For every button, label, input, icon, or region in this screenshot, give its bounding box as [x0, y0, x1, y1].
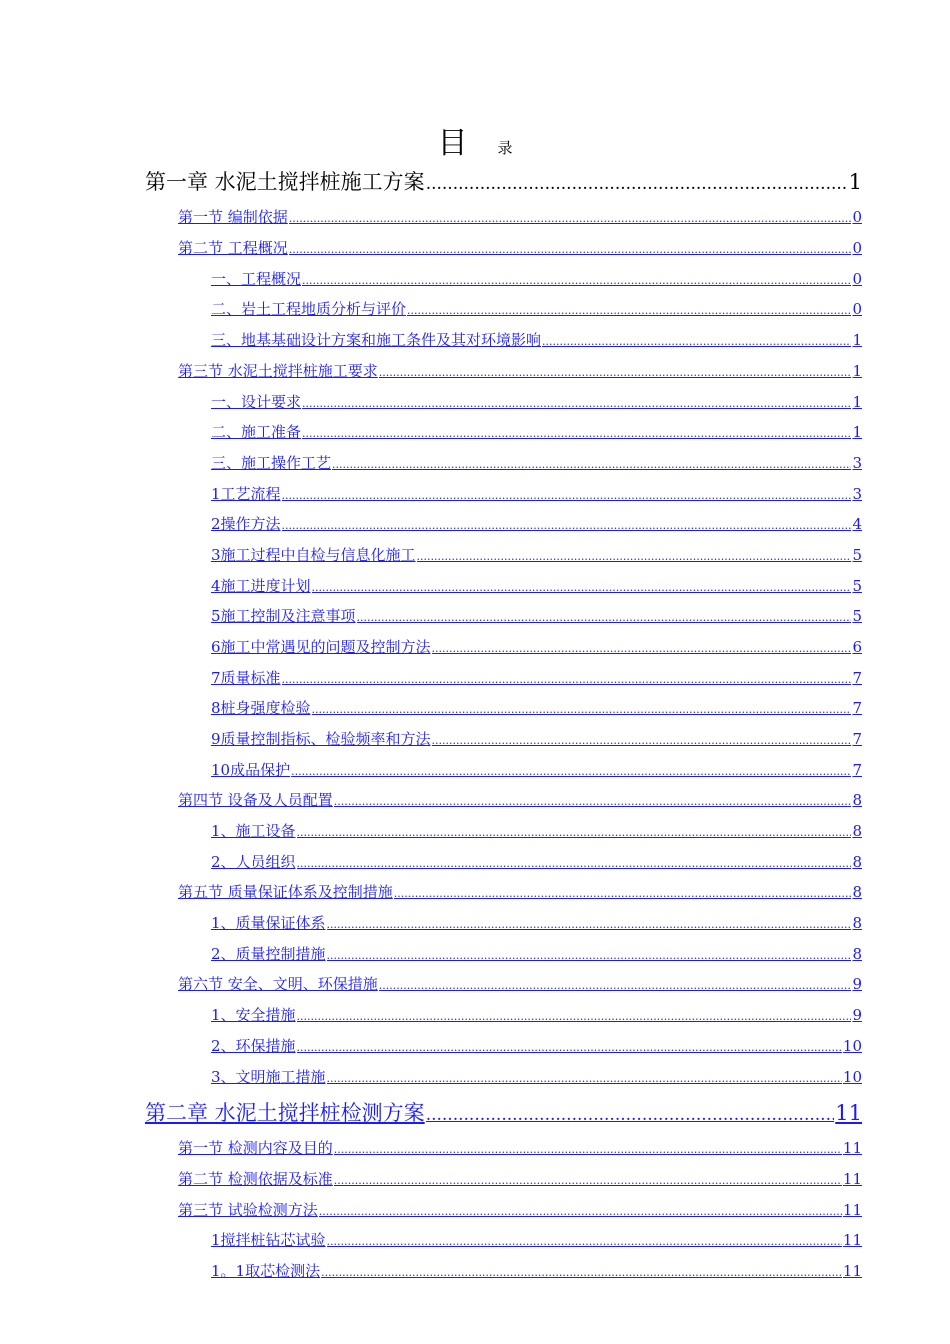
toc-leader — [321, 1266, 842, 1279]
toc-entry-section[interactable] — [178, 881, 862, 902]
toc-entry-page: 0 — [852, 270, 862, 288]
toc-entry-label: 1工艺流程 — [211, 485, 281, 503]
toc-entry-subsection[interactable] — [211, 759, 862, 780]
toc-leader — [327, 1072, 842, 1085]
toc-entry-page: 6 — [852, 638, 862, 656]
toc-leader — [297, 826, 852, 839]
toc-entry-subsection[interactable] — [211, 483, 862, 504]
toc-entry-subsection[interactable] — [211, 1229, 862, 1250]
toc-entry-label: 第一节 检测内容及目的 — [178, 1139, 333, 1157]
toc-entry-label: 第一节 编制依据 — [178, 208, 288, 226]
toc-entry-label: 第一章 水泥土搅拌桩施工方案 — [145, 170, 425, 194]
toc-entry-page: 11 — [842, 1201, 862, 1219]
toc-entry-page: 8 — [852, 914, 862, 932]
toc-leader — [379, 366, 852, 379]
toc-entry-label: 3、文明施工措施 — [211, 1068, 326, 1086]
toc-entry-label: 8桩身强度检验 — [211, 699, 311, 717]
toc-entry-label: 第二节 检测依据及标准 — [178, 1170, 333, 1188]
toc-entry-label: 4施工进度计划 — [211, 577, 311, 595]
toc-entry-subsection[interactable] — [211, 851, 862, 872]
toc-entry-subsection[interactable] — [211, 421, 862, 442]
toc-entry-label: 第二章 水泥土搅拌桩检测方案 — [145, 1101, 425, 1125]
toc-entry-subsection[interactable] — [211, 1260, 862, 1281]
toc-leader — [334, 795, 852, 808]
toc-leader — [297, 1041, 842, 1054]
toc-leader — [407, 304, 851, 317]
toc-entry-page: 3 — [852, 485, 862, 503]
toc-leader — [327, 949, 852, 962]
toc-entry-subsection[interactable] — [211, 268, 862, 289]
toc-entry-section[interactable] — [178, 1199, 862, 1220]
toc-leader — [282, 519, 852, 532]
toc-entry-subsection[interactable] — [211, 605, 862, 626]
toc-entry-subsection[interactable] — [211, 1035, 862, 1056]
toc-leader — [426, 1105, 835, 1125]
toc-entry-subsection[interactable] — [211, 513, 862, 534]
toc-entry-page: 10 — [842, 1068, 862, 1086]
toc-entry-page: 0 — [852, 208, 862, 226]
toc-leader — [357, 611, 852, 624]
toc-leader — [334, 1143, 842, 1156]
toc-leader — [432, 642, 852, 655]
toc-entry-page: 0 — [852, 239, 862, 257]
toc-entry-page: 3 — [852, 454, 862, 472]
toc-entry-label: 6施工中常遇见的问题及控制方法 — [211, 638, 431, 656]
toc-entry-section[interactable] — [178, 237, 862, 258]
toc-entry-label: 第四节 设备及人员配置 — [178, 791, 333, 809]
toc-leader — [297, 1010, 852, 1023]
toc-leader — [282, 489, 852, 502]
toc-entry-label: 1搅拌桩钻芯试验 — [211, 1231, 326, 1249]
toc-entry-subsection[interactable] — [211, 728, 862, 749]
toc-entry-page: 11 — [842, 1262, 862, 1280]
toc-leader — [312, 703, 852, 716]
toc-entry-label: 3施工过程中自检与信息化施工 — [211, 546, 416, 564]
toc-leader — [327, 1235, 842, 1248]
toc-leader — [289, 243, 852, 256]
toc-leader — [432, 734, 852, 747]
toc-entry-section[interactable] — [178, 1168, 862, 1189]
toc-entry-page: 1 — [852, 423, 862, 441]
toc-entry-page: 11 — [842, 1231, 862, 1249]
toc-entry-label: 1、安全措施 — [211, 1006, 296, 1024]
toc-entry-page: 7 — [852, 669, 862, 687]
toc-entry-page: 8 — [852, 853, 862, 871]
toc-leader — [542, 335, 851, 348]
toc-entry-page: 5 — [852, 607, 862, 625]
toc-entry-page: 7 — [852, 761, 862, 779]
toc-entry-label: 7质量标准 — [211, 669, 281, 687]
toc-leader — [426, 174, 848, 194]
toc-entry-page: 1 — [852, 393, 862, 411]
toc-entry-label: 二、岩土工程地质分析与评价 — [211, 300, 407, 318]
toc-entry-page: 1 — [848, 170, 862, 194]
toc-leader — [417, 550, 852, 563]
toc-entry-subsection[interactable] — [211, 1066, 862, 1087]
toc-entry-page: 11 — [835, 1101, 862, 1125]
toc-leader — [312, 581, 852, 594]
toc-entry-subsection[interactable] — [211, 544, 862, 565]
toc-leader — [302, 274, 851, 287]
toc-entry-page: 7 — [852, 730, 862, 748]
toc-entry-section[interactable] — [178, 973, 862, 994]
toc-entry-page: 8 — [852, 945, 862, 963]
toc-leader — [291, 765, 851, 778]
toc-entry-label: 二、施工准备 — [211, 423, 302, 441]
toc-entry-chapter[interactable] — [145, 166, 862, 196]
toc-entry-subsection[interactable] — [211, 636, 862, 657]
toc-leader — [289, 212, 852, 225]
toc-entry-page: 5 — [852, 546, 862, 564]
toc-entry-section[interactable] — [178, 206, 862, 227]
toc-entry-label: 第五节 质量保证体系及控制措施 — [178, 883, 393, 901]
toc-entry-label: 一、工程概况 — [211, 270, 302, 288]
toc-leader — [379, 979, 852, 992]
toc-entry-page: 1 — [852, 331, 862, 349]
toc-title-sub: 录 — [497, 139, 513, 157]
toc-leader — [334, 1174, 842, 1187]
toc-entry-label: 10成品保护 — [211, 761, 291, 779]
toc-entry-label: 三、施工操作工艺 — [211, 454, 332, 472]
toc-leader — [302, 397, 851, 410]
toc-entry-page: 8 — [852, 822, 862, 840]
toc-entry-page: 5 — [852, 577, 862, 595]
toc-leader — [302, 427, 851, 440]
toc-entry-subsection[interactable] — [211, 391, 862, 412]
toc-entry-subsection[interactable] — [211, 697, 862, 718]
toc-leader — [394, 887, 852, 900]
toc-entry-subsection[interactable] — [211, 329, 862, 350]
toc-entry-page: 4 — [852, 515, 862, 533]
toc-leader — [332, 458, 851, 471]
toc-entry-section[interactable] — [178, 360, 862, 381]
toc-entry-page: 9 — [852, 1006, 862, 1024]
toc-entry-page: 10 — [842, 1037, 862, 1055]
toc-entry-page: 8 — [852, 791, 862, 809]
toc-entry-page: 1 — [852, 362, 862, 380]
toc-entry-label: 9质量控制指标、检验频率和方法 — [211, 730, 431, 748]
toc-leader — [282, 673, 852, 686]
toc-entry-subsection[interactable] — [211, 820, 862, 841]
toc-entry-label: 一、设计要求 — [211, 393, 302, 411]
toc-title-main: 目 — [437, 126, 468, 161]
toc-entry-label: 2操作方法 — [211, 515, 281, 533]
toc-entry-label: 1。1取芯检测法 — [211, 1262, 321, 1280]
toc-entry-subsection[interactable] — [211, 943, 862, 964]
toc-entry-section[interactable] — [178, 1137, 862, 1158]
toc-entry-label: 2、质量控制措施 — [211, 945, 326, 963]
toc-entry-label: 2、人员组织 — [211, 853, 296, 871]
toc-entry-label: 三、地基基础设计方案和施工条件及其对环境影响 — [211, 331, 542, 349]
toc-entry-label: 第六节 安全、文明、环保措施 — [178, 975, 378, 993]
toc-entry-section[interactable] — [178, 789, 862, 810]
toc-entry-label: 2、环保措施 — [211, 1037, 296, 1055]
toc-leader — [327, 918, 852, 931]
toc-entry-label: 第三节 试验检测方法 — [178, 1201, 318, 1219]
toc-title — [0, 118, 950, 162]
toc-entry-subsection[interactable] — [211, 575, 862, 596]
toc-entry-label: 1、质量保证体系 — [211, 914, 326, 932]
toc-entry-subsection[interactable] — [211, 452, 862, 473]
toc-entry-chapter[interactable] — [145, 1097, 862, 1127]
toc-entry-label: 第二节 工程概况 — [178, 239, 288, 257]
toc-entry-page: 7 — [852, 699, 862, 717]
toc-entry-label: 1、施工设备 — [211, 822, 296, 840]
toc-leader — [297, 857, 852, 870]
toc-entry-label: 5施工控制及注意事项 — [211, 607, 356, 625]
toc-entry-subsection[interactable] — [211, 667, 862, 688]
toc-entry-page: 0 — [852, 300, 862, 318]
toc-entry-page: 11 — [842, 1170, 862, 1188]
toc-entry-subsection[interactable] — [211, 298, 862, 319]
toc-entry-subsection[interactable] — [211, 912, 862, 933]
toc-entry-subsection[interactable] — [211, 1004, 862, 1025]
toc-entry-page: 11 — [842, 1139, 862, 1157]
toc-leader — [319, 1205, 842, 1218]
toc-entry-page: 8 — [852, 883, 862, 901]
toc-entry-label: 第三节 水泥土搅拌桩施工要求 — [178, 362, 378, 380]
toc-entry-page: 9 — [852, 975, 862, 993]
